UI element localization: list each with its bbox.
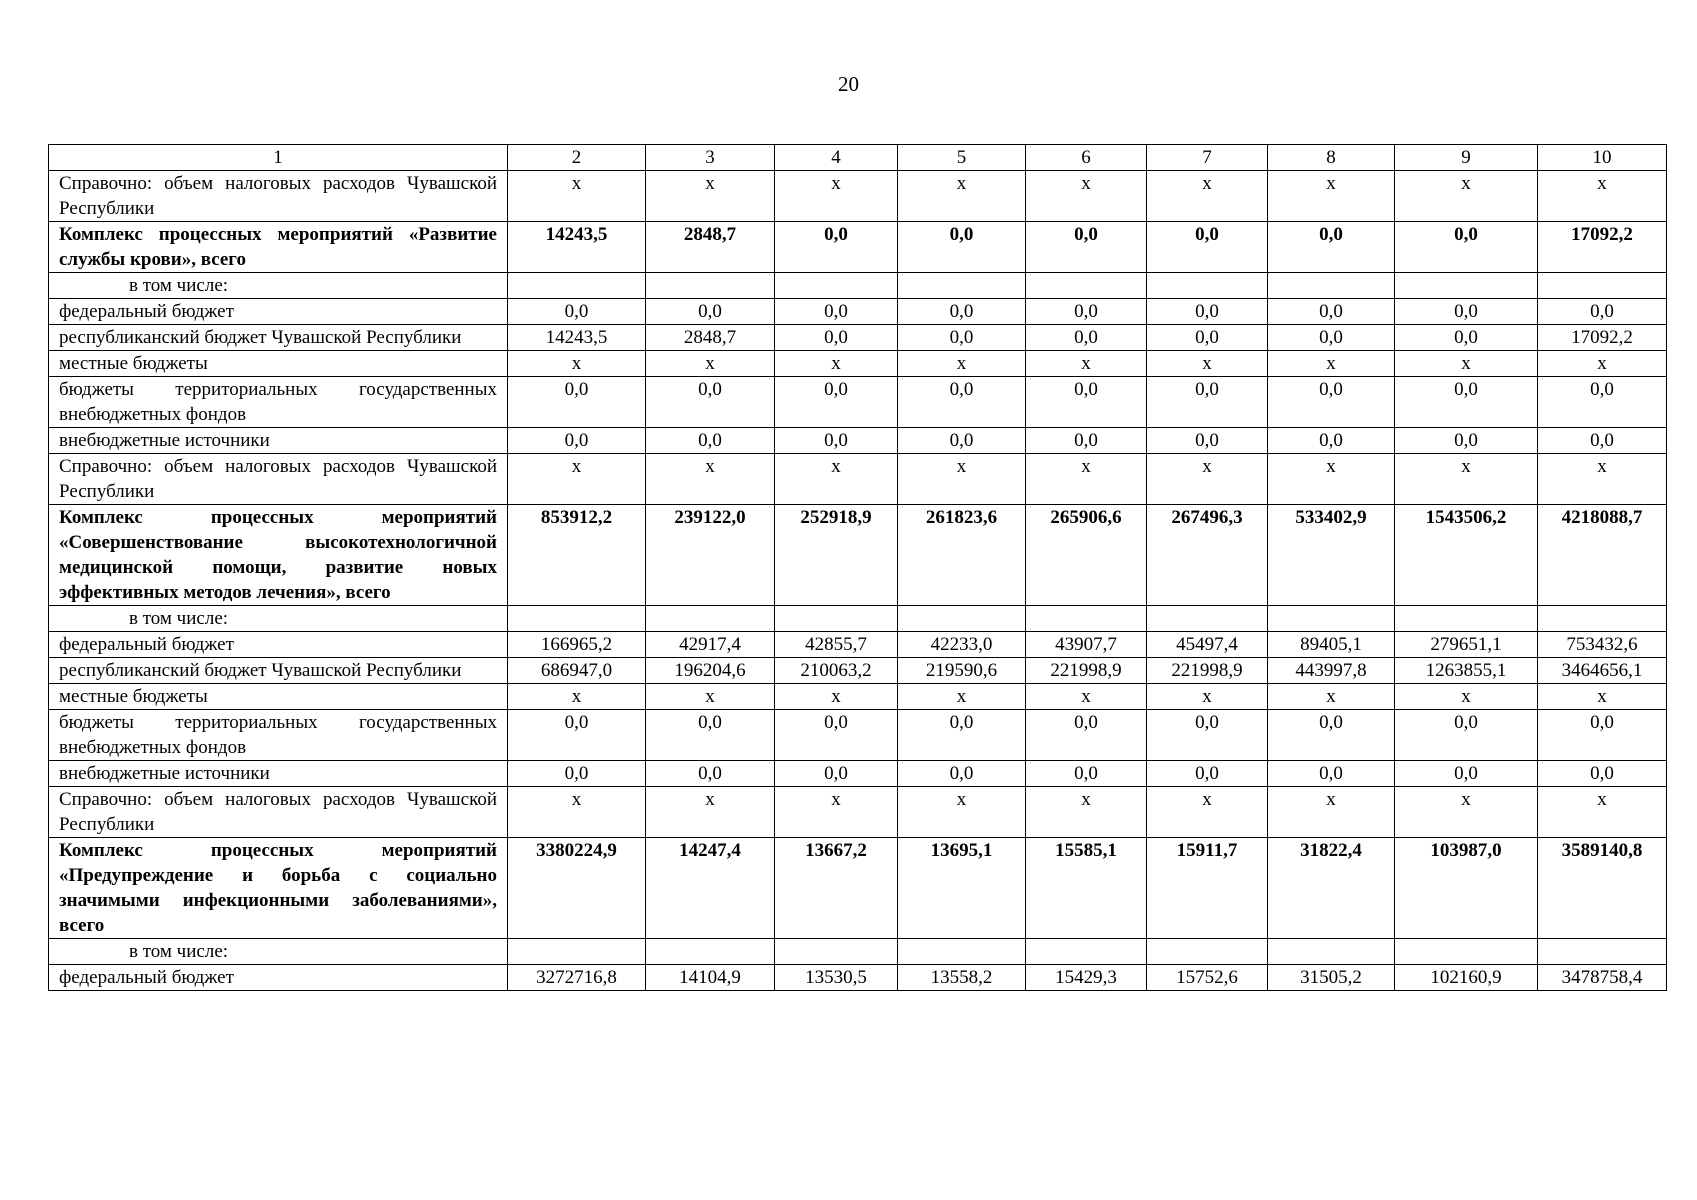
value-cell: 3380224,9 (508, 838, 646, 939)
value-cell: 0,0 (898, 710, 1026, 761)
value-cell: х (1538, 171, 1667, 222)
table-row (49, 684, 1667, 710)
value-cell: 15752,6 (1147, 965, 1268, 991)
value-cell: х (646, 351, 775, 377)
value-cell: 0,0 (775, 325, 898, 351)
table-row (49, 377, 1667, 428)
value-cell: х (1395, 787, 1538, 838)
value-cell: х (898, 351, 1026, 377)
value-cell: х (508, 454, 646, 505)
value-cell: х (1147, 787, 1268, 838)
value-cell: х (898, 684, 1026, 710)
row-label: федеральный бюджет (49, 632, 508, 658)
table-row (49, 428, 1667, 454)
table-row (49, 939, 1667, 965)
value-cell: 0,0 (508, 761, 646, 787)
value-cell (775, 606, 898, 632)
value-cell: 0,0 (1026, 222, 1147, 273)
row-label: местные бюджеты (49, 351, 508, 377)
value-cell (1538, 606, 1667, 632)
value-cell (508, 273, 646, 299)
table-row (49, 299, 1667, 325)
value-cell: х (1395, 454, 1538, 505)
value-cell: 3272716,8 (508, 965, 646, 991)
value-cell: 0,0 (1268, 299, 1395, 325)
value-cell: 13558,2 (898, 965, 1026, 991)
value-cell: 89405,1 (1268, 632, 1395, 658)
value-cell: х (1538, 787, 1667, 838)
value-cell (1395, 606, 1538, 632)
value-cell: 2848,7 (646, 325, 775, 351)
value-cell: 0,0 (646, 710, 775, 761)
value-cell: 2848,7 (646, 222, 775, 273)
value-cell: 15911,7 (1147, 838, 1268, 939)
value-cell: 31505,2 (1268, 965, 1395, 991)
row-label: республиканский бюджет Чувашской Республики (49, 658, 508, 684)
value-cell: х (646, 787, 775, 838)
value-cell: х (1395, 684, 1538, 710)
row-label: в том числе: (49, 606, 508, 632)
value-cell (898, 939, 1026, 965)
value-cell: 0,0 (1395, 299, 1538, 325)
value-cell (1026, 606, 1147, 632)
table-body (49, 145, 1667, 991)
value-cell: 14243,5 (508, 325, 646, 351)
row-label: внебюджетные источники (49, 428, 508, 454)
value-cell: 0,0 (1395, 222, 1538, 273)
value-cell (1147, 606, 1268, 632)
row-label: бюджеты территориальных государственных внебюджетных фондов (49, 377, 508, 428)
value-cell: 0,0 (1268, 761, 1395, 787)
value-cell: 0,0 (646, 428, 775, 454)
value-cell: 0,0 (508, 377, 646, 428)
value-cell: 0,0 (1147, 325, 1268, 351)
value-cell: х (898, 454, 1026, 505)
value-cell: 0,0 (1026, 761, 1147, 787)
value-cell: х (508, 351, 646, 377)
value-cell: 196204,6 (646, 658, 775, 684)
value-cell: х (1538, 684, 1667, 710)
value-cell: 42855,7 (775, 632, 898, 658)
value-cell: 14104,9 (646, 965, 775, 991)
value-cell: 853912,2 (508, 505, 646, 606)
value-cell: 0,0 (1538, 299, 1667, 325)
value-cell (1026, 273, 1147, 299)
value-cell (1538, 273, 1667, 299)
value-cell (1395, 273, 1538, 299)
value-cell: 261823,6 (898, 505, 1026, 606)
row-label: Комплекс процессных мероприятий «Предупреждение и борьба с социально значимыми инфекционными заболеваниями», всего (49, 838, 508, 939)
value-cell: 13695,1 (898, 838, 1026, 939)
value-cell: 0,0 (1395, 761, 1538, 787)
row-label: внебюджетные источники (49, 761, 508, 787)
value-cell: х (1268, 684, 1395, 710)
value-cell: х (1026, 684, 1147, 710)
table-row (49, 171, 1667, 222)
value-cell: х (898, 787, 1026, 838)
table-row (49, 273, 1667, 299)
value-cell: х (1147, 351, 1268, 377)
value-cell: х (1147, 684, 1268, 710)
row-label: Комплекс процессных мероприятий «Развитие службы крови», всего (49, 222, 508, 273)
value-cell (646, 939, 775, 965)
value-cell (1147, 939, 1268, 965)
value-cell: х (1395, 171, 1538, 222)
value-cell: х (508, 171, 646, 222)
value-cell: х (1395, 351, 1538, 377)
value-cell: 0,0 (1026, 325, 1147, 351)
value-cell: 0,0 (1395, 325, 1538, 351)
table-row (49, 761, 1667, 787)
value-cell (775, 273, 898, 299)
value-cell: х (1026, 454, 1147, 505)
value-cell: 0,0 (775, 222, 898, 273)
value-cell: 0,0 (775, 710, 898, 761)
value-cell: 1543506,2 (1395, 505, 1538, 606)
value-cell: 533402,9 (1268, 505, 1395, 606)
value-cell: 267496,3 (1147, 505, 1268, 606)
value-cell: 0,0 (898, 428, 1026, 454)
value-cell: 3478758,4 (1538, 965, 1667, 991)
row-label: в том числе: (49, 273, 508, 299)
value-cell: х (775, 454, 898, 505)
value-cell: 3464656,1 (1538, 658, 1667, 684)
value-cell: х (775, 684, 898, 710)
value-cell: х (1538, 454, 1667, 505)
value-cell: 4218088,7 (1538, 505, 1667, 606)
column-header: 6 (1026, 145, 1147, 171)
table-row (49, 325, 1667, 351)
value-cell: 0,0 (898, 377, 1026, 428)
value-cell: 210063,2 (775, 658, 898, 684)
value-cell: 42917,4 (646, 632, 775, 658)
value-cell: 0,0 (1538, 710, 1667, 761)
value-cell: х (646, 171, 775, 222)
table-row (49, 606, 1667, 632)
value-cell (775, 939, 898, 965)
row-label: республиканский бюджет Чувашской Республики (49, 325, 508, 351)
value-cell: х (1268, 171, 1395, 222)
value-cell: 221998,9 (1147, 658, 1268, 684)
value-cell: 0,0 (775, 761, 898, 787)
value-cell: 221998,9 (1026, 658, 1147, 684)
value-cell: х (1026, 171, 1147, 222)
value-cell: 0,0 (1268, 377, 1395, 428)
row-label: Справочно: объем налоговых расходов Чувашской Республики (49, 171, 508, 222)
value-cell: 0,0 (1395, 428, 1538, 454)
value-cell: 0,0 (1268, 710, 1395, 761)
value-cell: 3589140,8 (1538, 838, 1667, 939)
value-cell: 443997,8 (1268, 658, 1395, 684)
value-cell: 15429,3 (1026, 965, 1147, 991)
row-label: федеральный бюджет (49, 965, 508, 991)
value-cell: 31822,4 (1268, 838, 1395, 939)
row-label: Комплекс процессных мероприятий «Совершенствование высокотехнологичной медицинской помощи, развитие новых эффективных методов лечения», всего (49, 505, 508, 606)
table-header-row (49, 145, 1667, 171)
value-cell: 45497,4 (1147, 632, 1268, 658)
value-cell: 0,0 (898, 325, 1026, 351)
value-cell: х (1026, 351, 1147, 377)
value-cell: 0,0 (646, 761, 775, 787)
value-cell: 0,0 (1268, 325, 1395, 351)
value-cell (1538, 939, 1667, 965)
table-row (49, 965, 1667, 991)
column-header: 3 (646, 145, 775, 171)
value-cell: 265906,6 (1026, 505, 1147, 606)
value-cell: 0,0 (898, 222, 1026, 273)
value-cell: х (1147, 454, 1268, 505)
value-cell: 0,0 (508, 299, 646, 325)
row-label: федеральный бюджет (49, 299, 508, 325)
value-cell: 239122,0 (646, 505, 775, 606)
value-cell: 0,0 (1026, 428, 1147, 454)
value-cell: 166965,2 (508, 632, 646, 658)
column-header: 9 (1395, 145, 1538, 171)
page-number: 20 (838, 72, 859, 96)
column-header: 2 (508, 145, 646, 171)
value-cell: 0,0 (775, 299, 898, 325)
value-cell (1268, 939, 1395, 965)
row-label: в том числе: (49, 939, 508, 965)
value-cell (646, 606, 775, 632)
row-label: Справочно: объем налоговых расходов Чувашской Республики (49, 787, 508, 838)
value-cell: 0,0 (1538, 377, 1667, 428)
value-cell: 13530,5 (775, 965, 898, 991)
value-cell: 0,0 (1147, 428, 1268, 454)
value-cell (508, 939, 646, 965)
value-cell (1026, 939, 1147, 965)
table-row (49, 222, 1667, 273)
value-cell: 43907,7 (1026, 632, 1147, 658)
column-header: 10 (1538, 145, 1667, 171)
value-cell: 0,0 (1147, 761, 1268, 787)
column-header: 1 (49, 145, 508, 171)
value-cell: 0,0 (775, 377, 898, 428)
value-cell: 103987,0 (1395, 838, 1538, 939)
value-cell (1147, 273, 1268, 299)
value-cell: 219590,6 (898, 658, 1026, 684)
row-label: бюджеты территориальных государственных внебюджетных фондов (49, 710, 508, 761)
value-cell: х (1268, 787, 1395, 838)
value-cell: 0,0 (775, 428, 898, 454)
column-header: 7 (1147, 145, 1268, 171)
budget-table (48, 144, 1667, 991)
table-row (49, 351, 1667, 377)
value-cell: 753432,6 (1538, 632, 1667, 658)
table-row (49, 710, 1667, 761)
value-cell: 0,0 (508, 428, 646, 454)
value-cell: х (1268, 351, 1395, 377)
value-cell: 0,0 (508, 710, 646, 761)
value-cell: 14243,5 (508, 222, 646, 273)
column-header: 8 (1268, 145, 1395, 171)
value-cell: 0,0 (1147, 222, 1268, 273)
row-label: Справочно: объем налоговых расходов Чувашской Республики (49, 454, 508, 505)
value-cell: х (646, 684, 775, 710)
value-cell: 0,0 (1026, 299, 1147, 325)
value-cell: 13667,2 (775, 838, 898, 939)
row-label: местные бюджеты (49, 684, 508, 710)
value-cell: 252918,9 (775, 505, 898, 606)
value-cell: 0,0 (1395, 710, 1538, 761)
value-cell: х (508, 787, 646, 838)
value-cell: х (898, 171, 1026, 222)
value-cell (646, 273, 775, 299)
value-cell: 1263855,1 (1395, 658, 1538, 684)
table-row (49, 787, 1667, 838)
value-cell: 0,0 (1395, 377, 1538, 428)
table-row (49, 632, 1667, 658)
table-row (49, 838, 1667, 939)
value-cell (898, 273, 1026, 299)
value-cell: 14247,4 (646, 838, 775, 939)
value-cell (1268, 273, 1395, 299)
table-row (49, 658, 1667, 684)
table-row (49, 454, 1667, 505)
value-cell: 0,0 (1026, 377, 1147, 428)
column-header: 5 (898, 145, 1026, 171)
value-cell: х (775, 351, 898, 377)
value-cell: 0,0 (1538, 761, 1667, 787)
table-row (49, 505, 1667, 606)
value-cell: 0,0 (1538, 428, 1667, 454)
value-cell: 686947,0 (508, 658, 646, 684)
value-cell: 0,0 (1026, 710, 1147, 761)
value-cell: х (1538, 351, 1667, 377)
value-cell: х (775, 787, 898, 838)
column-header: 4 (775, 145, 898, 171)
value-cell: 0,0 (1268, 428, 1395, 454)
value-cell: 0,0 (646, 377, 775, 428)
value-cell: 0,0 (646, 299, 775, 325)
value-cell: 0,0 (1147, 377, 1268, 428)
value-cell: х (1026, 787, 1147, 838)
value-cell: 279651,1 (1395, 632, 1538, 658)
value-cell (508, 606, 646, 632)
value-cell: х (508, 684, 646, 710)
value-cell: 0,0 (1147, 299, 1268, 325)
value-cell: 0,0 (1147, 710, 1268, 761)
value-cell: 0,0 (898, 299, 1026, 325)
value-cell: 17092,2 (1538, 325, 1667, 351)
value-cell: х (775, 171, 898, 222)
value-cell: 102160,9 (1395, 965, 1538, 991)
value-cell: 0,0 (898, 761, 1026, 787)
value-cell: х (1268, 454, 1395, 505)
value-cell (898, 606, 1026, 632)
value-cell: 42233,0 (898, 632, 1026, 658)
value-cell: 15585,1 (1026, 838, 1147, 939)
value-cell: х (1147, 171, 1268, 222)
value-cell: 0,0 (1268, 222, 1395, 273)
value-cell (1268, 606, 1395, 632)
value-cell (1395, 939, 1538, 965)
value-cell: 17092,2 (1538, 222, 1667, 273)
value-cell: х (646, 454, 775, 505)
